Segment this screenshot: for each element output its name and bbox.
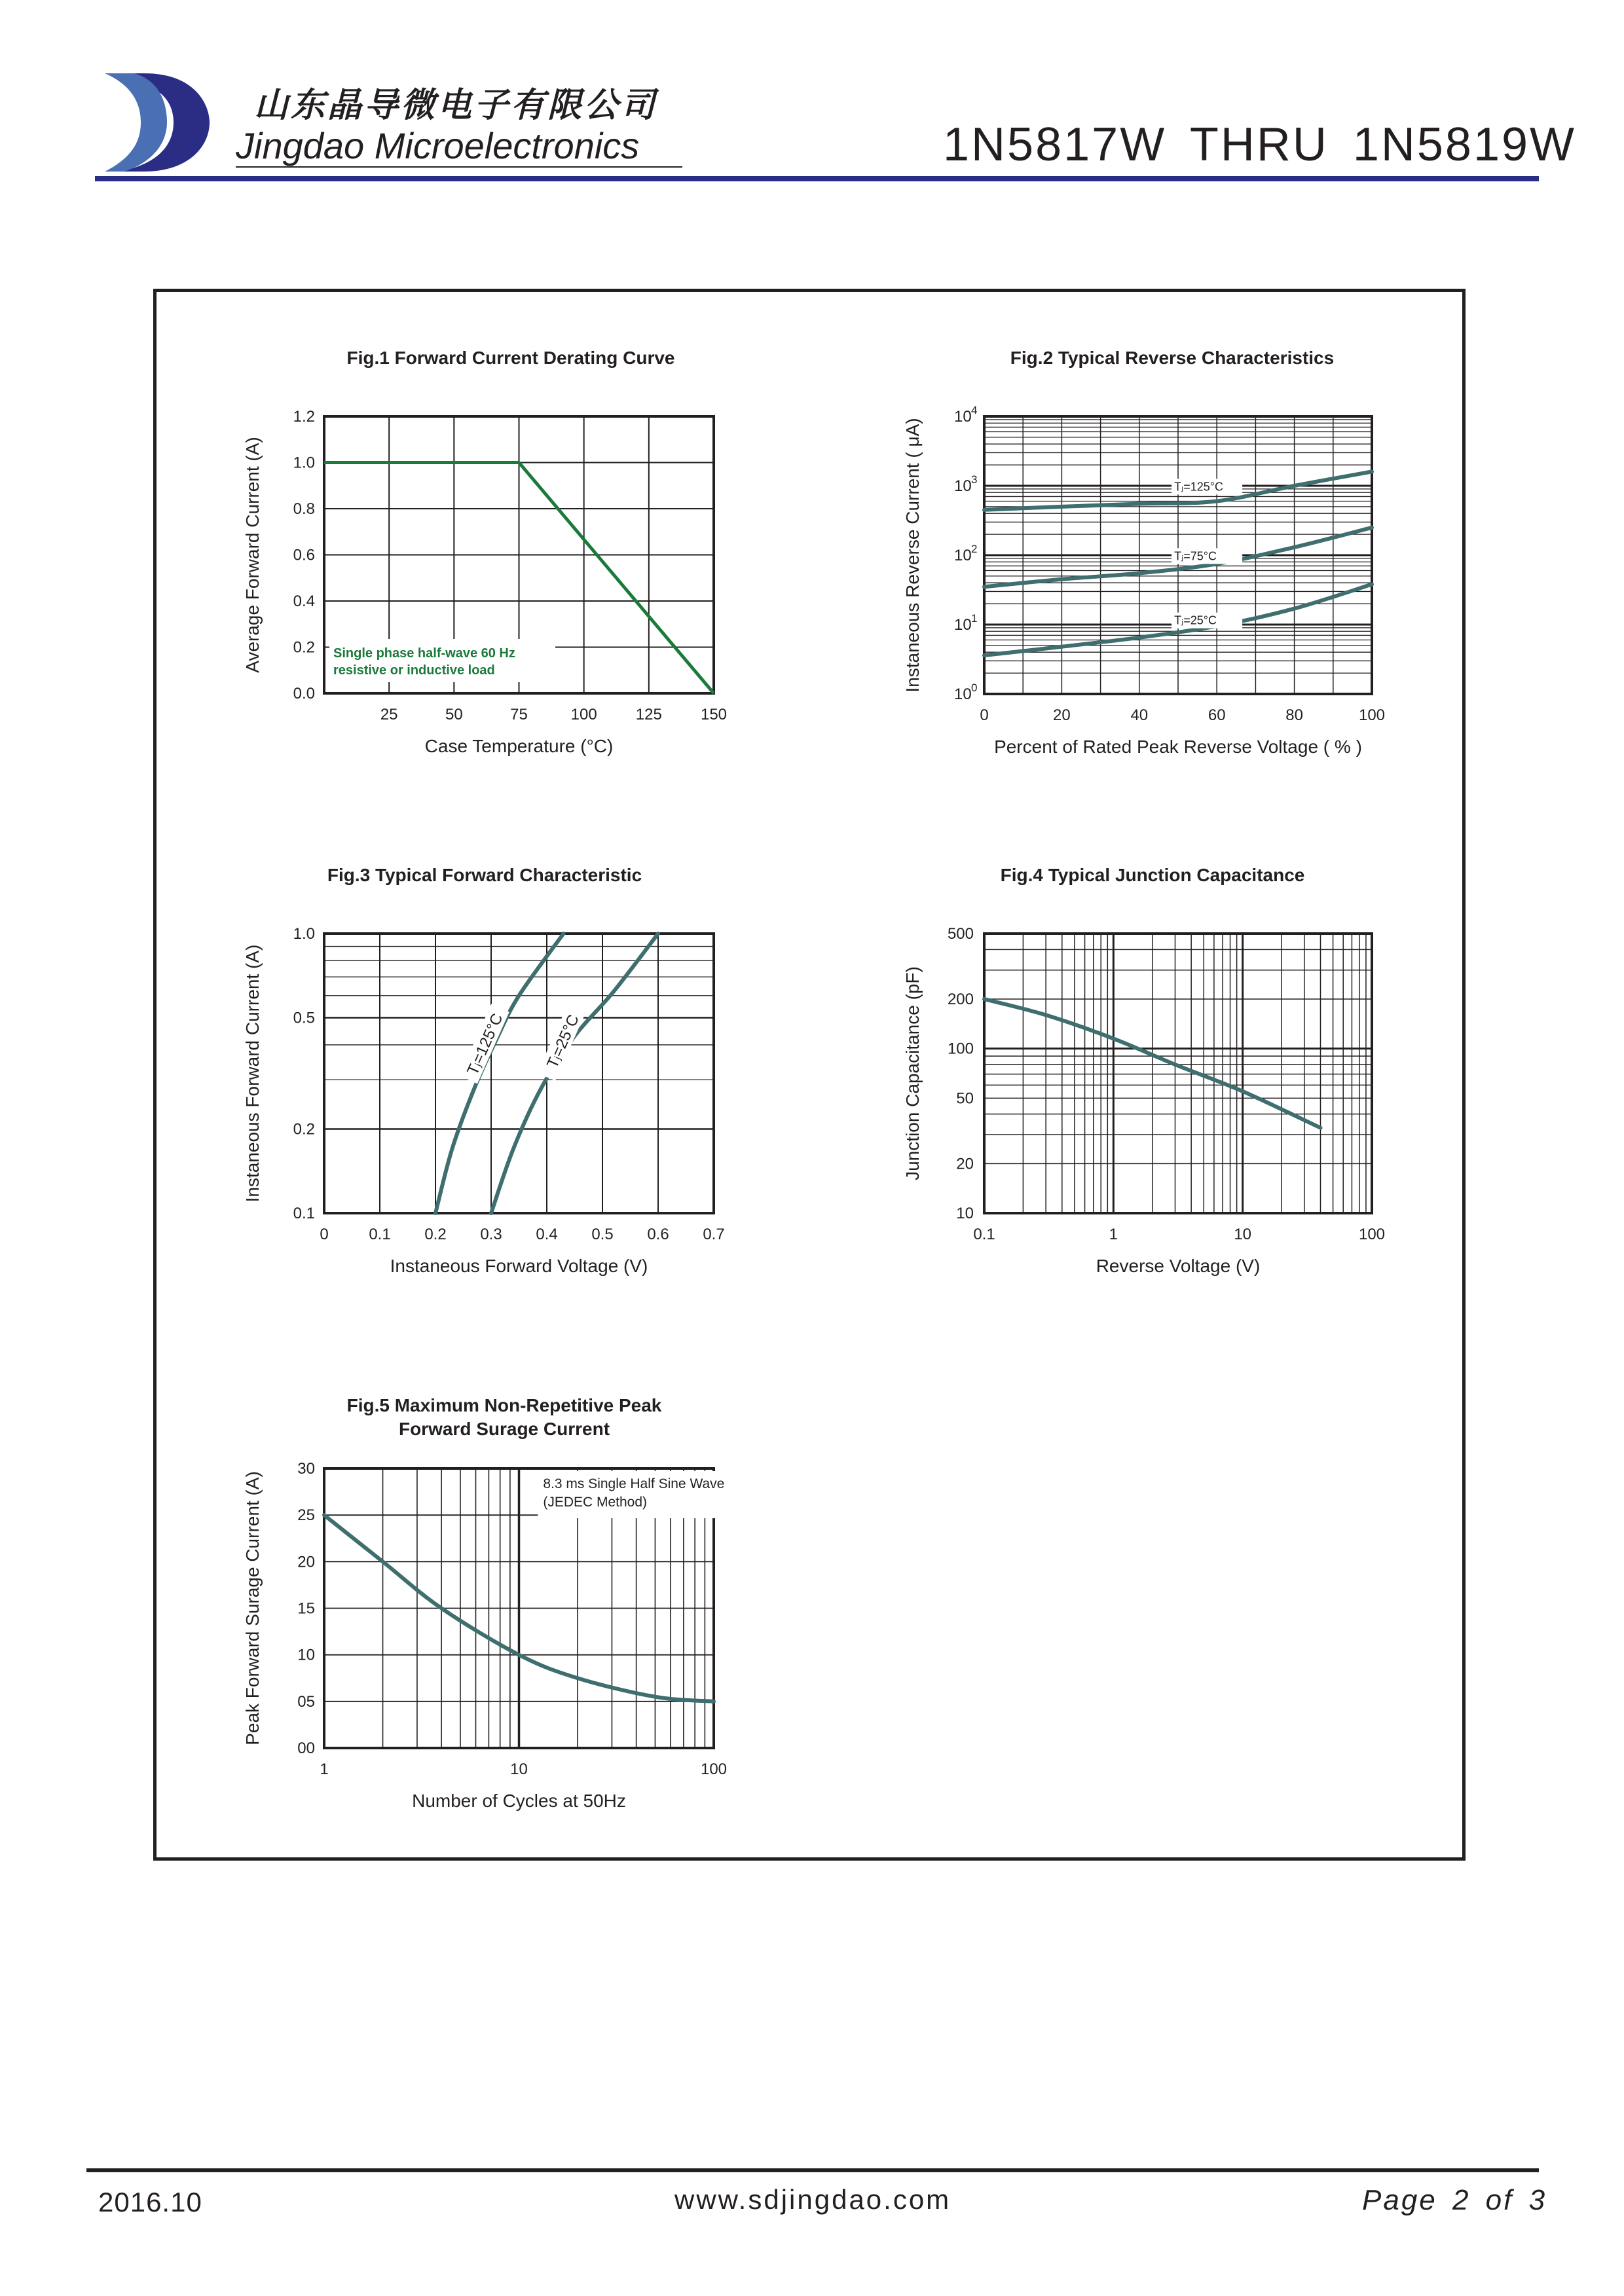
- fig3-title: Fig.3 Typical Forward Characteristic: [327, 865, 642, 885]
- y-tick-label: 0.5: [293, 1009, 315, 1027]
- y-tick-exponent: 1: [971, 612, 978, 625]
- footer-date: 2016.10: [98, 2187, 202, 2217]
- y-tick-label: 10: [954, 616, 972, 634]
- company-name-english: Jingdao Microelectronics: [236, 125, 640, 166]
- y-tick-label: 0.1: [293, 1205, 315, 1222]
- x-tick-label: 0: [320, 1226, 329, 1243]
- fig1-annotation: resistive or inductive load: [333, 663, 495, 678]
- x-tick-label: 20: [1053, 706, 1071, 724]
- fig5-surge-chart: [236, 1388, 760, 1820]
- x-tick-label: 10: [510, 1760, 528, 1778]
- fig2-series-label: Tⱼ=25°C: [1174, 613, 1217, 627]
- y-tick-label: 0.0: [293, 685, 315, 702]
- footer-rule: [86, 2168, 1539, 2172]
- x-tick-label: 0.1: [973, 1226, 995, 1243]
- y-axis-label: Average Forward Current (A): [242, 437, 263, 673]
- y-tick-label: 0.6: [293, 546, 315, 564]
- x-tick-label: 75: [510, 706, 528, 723]
- jingdao-logo: [105, 73, 210, 172]
- x-axis-label: Number of Cycles at 50Hz: [412, 1791, 626, 1811]
- fig5-annotation: 8.3 ms Single Half Sine Wave: [543, 1476, 725, 1491]
- company-underline: [236, 166, 682, 168]
- x-tick-label: 80: [1285, 706, 1303, 724]
- footer-website-link[interactable]: www.sdjingdao.com: [674, 2184, 951, 2215]
- y-tick-exponent: 0: [971, 682, 978, 694]
- fig2-series-label: Tⱼ=125°C: [1174, 480, 1223, 494]
- fig5-annotation: (JEDEC Method): [543, 1495, 648, 1510]
- fig1-derating-chart: [236, 340, 760, 766]
- fig5-title: Fig.5 Maximum Non-Repetitive Peak: [346, 1395, 662, 1415]
- y-tick-label: 05: [297, 1692, 315, 1711]
- y-tick-label: 100: [947, 1040, 974, 1058]
- fig3-series-label: Tⱼ=125°C: [464, 1010, 507, 1078]
- y-tick-exponent: 4: [971, 404, 978, 416]
- x-tick-label: 0.5: [591, 1226, 614, 1243]
- y-tick-label: 10: [956, 1205, 974, 1222]
- y-tick-label: 10: [954, 685, 972, 703]
- x-tick-label: 100: [1358, 706, 1386, 724]
- part-number-title: 1N5817W THRU 1N5819W: [943, 118, 1577, 171]
- x-tick-label: 0: [980, 706, 989, 724]
- y-tick-label: 25: [297, 1506, 315, 1525]
- y-tick-label: 10: [297, 1646, 315, 1664]
- x-axis-label: Case Temperature (°C): [424, 736, 614, 756]
- x-tick-label: 100: [1358, 1226, 1386, 1243]
- fig3-curve-1: [491, 934, 658, 1213]
- y-tick-label: 10: [954, 477, 972, 495]
- x-axis-label: Instaneous Forward Voltage (V): [390, 1256, 648, 1276]
- y-tick-label: 1.0: [293, 454, 315, 472]
- y-tick-label: 1.0: [293, 925, 315, 943]
- fig5-title-line2: Forward Surage Current: [398, 1419, 610, 1439]
- x-tick-label: 0.6: [647, 1226, 669, 1243]
- y-tick-label: 00: [297, 1740, 315, 1757]
- y-tick-label: 0.2: [293, 638, 315, 657]
- fig2-reverse-chart: [891, 340, 1454, 766]
- x-axis-label: Reverse Voltage (V): [1096, 1256, 1261, 1276]
- y-axis-label: Instaneous Forward Current (A): [242, 944, 263, 1203]
- y-tick-label: 30: [297, 1460, 315, 1478]
- y-tick-label: 15: [297, 1599, 315, 1618]
- x-tick-label: 150: [700, 706, 728, 723]
- fig2-title: Fig.2 Typical Reverse Characteristics: [1010, 348, 1335, 368]
- x-tick-label: 1: [320, 1760, 329, 1778]
- x-tick-label: 0.1: [369, 1226, 391, 1243]
- fig3-series-label: Tⱼ=25°C: [544, 1011, 583, 1071]
- y-tick-label: 20: [297, 1553, 315, 1571]
- x-tick-label: 125: [635, 706, 662, 723]
- y-tick-label: 0.2: [293, 1120, 315, 1139]
- header-rule: [95, 176, 1539, 181]
- x-tick-label: 100: [700, 1760, 728, 1778]
- x-tick-label: 0.2: [424, 1226, 447, 1243]
- fig3-forward-chart: [236, 858, 760, 1283]
- y-axis-label: Instaneous Reverse Current ( μA): [902, 418, 923, 693]
- y-tick-exponent: 3: [971, 473, 978, 486]
- x-tick-label: 0.3: [480, 1226, 502, 1243]
- x-tick-label: 60: [1208, 706, 1226, 724]
- y-tick-label: 500: [947, 925, 974, 943]
- y-tick-label: 10: [954, 547, 972, 564]
- y-tick-label: 200: [947, 991, 974, 1009]
- y-tick-label: 0.8: [293, 500, 315, 518]
- x-tick-label: 25: [380, 706, 398, 723]
- fig2-series-label: Tⱼ=75°C: [1174, 549, 1217, 563]
- fig1-title: Fig.1 Forward Current Derating Curve: [346, 348, 675, 368]
- x-tick-label: 100: [570, 706, 597, 723]
- x-tick-label: 0.4: [536, 1226, 558, 1243]
- x-tick-label: 50: [445, 706, 463, 723]
- y-tick-exponent: 2: [971, 543, 978, 555]
- company-name-chinese: 山东晶导微电子有限公司: [254, 86, 658, 124]
- x-tick-label: 0.7: [703, 1226, 725, 1243]
- plot-area-border: [984, 934, 1372, 1213]
- y-tick-label: 0.4: [293, 592, 315, 610]
- y-tick-label: 50: [956, 1089, 974, 1108]
- fig4-capacitance-chart: [891, 858, 1454, 1283]
- plot-area-border: [324, 934, 714, 1213]
- fig4-title: Fig.4 Typical Junction Capacitance: [1000, 865, 1305, 885]
- x-tick-label: 10: [1234, 1226, 1252, 1243]
- x-axis-label: Percent of Rated Peak Reverse Voltage ( % ): [994, 737, 1362, 757]
- y-tick-label: 10: [954, 408, 972, 426]
- y-axis-label: Peak Forward Surage Current (A): [242, 1471, 263, 1745]
- footer-page-number: Page 2 of 3: [1362, 2184, 1547, 2216]
- x-tick-label: 1: [1109, 1226, 1118, 1243]
- y-tick-label: 1.2: [293, 408, 315, 426]
- fig1-annotation: Single phase half-wave 60 Hz: [333, 646, 515, 661]
- y-axis-label: Junction Capacitance (pF): [902, 966, 923, 1180]
- x-tick-label: 40: [1130, 706, 1149, 724]
- y-tick-label: 20: [956, 1155, 974, 1173]
